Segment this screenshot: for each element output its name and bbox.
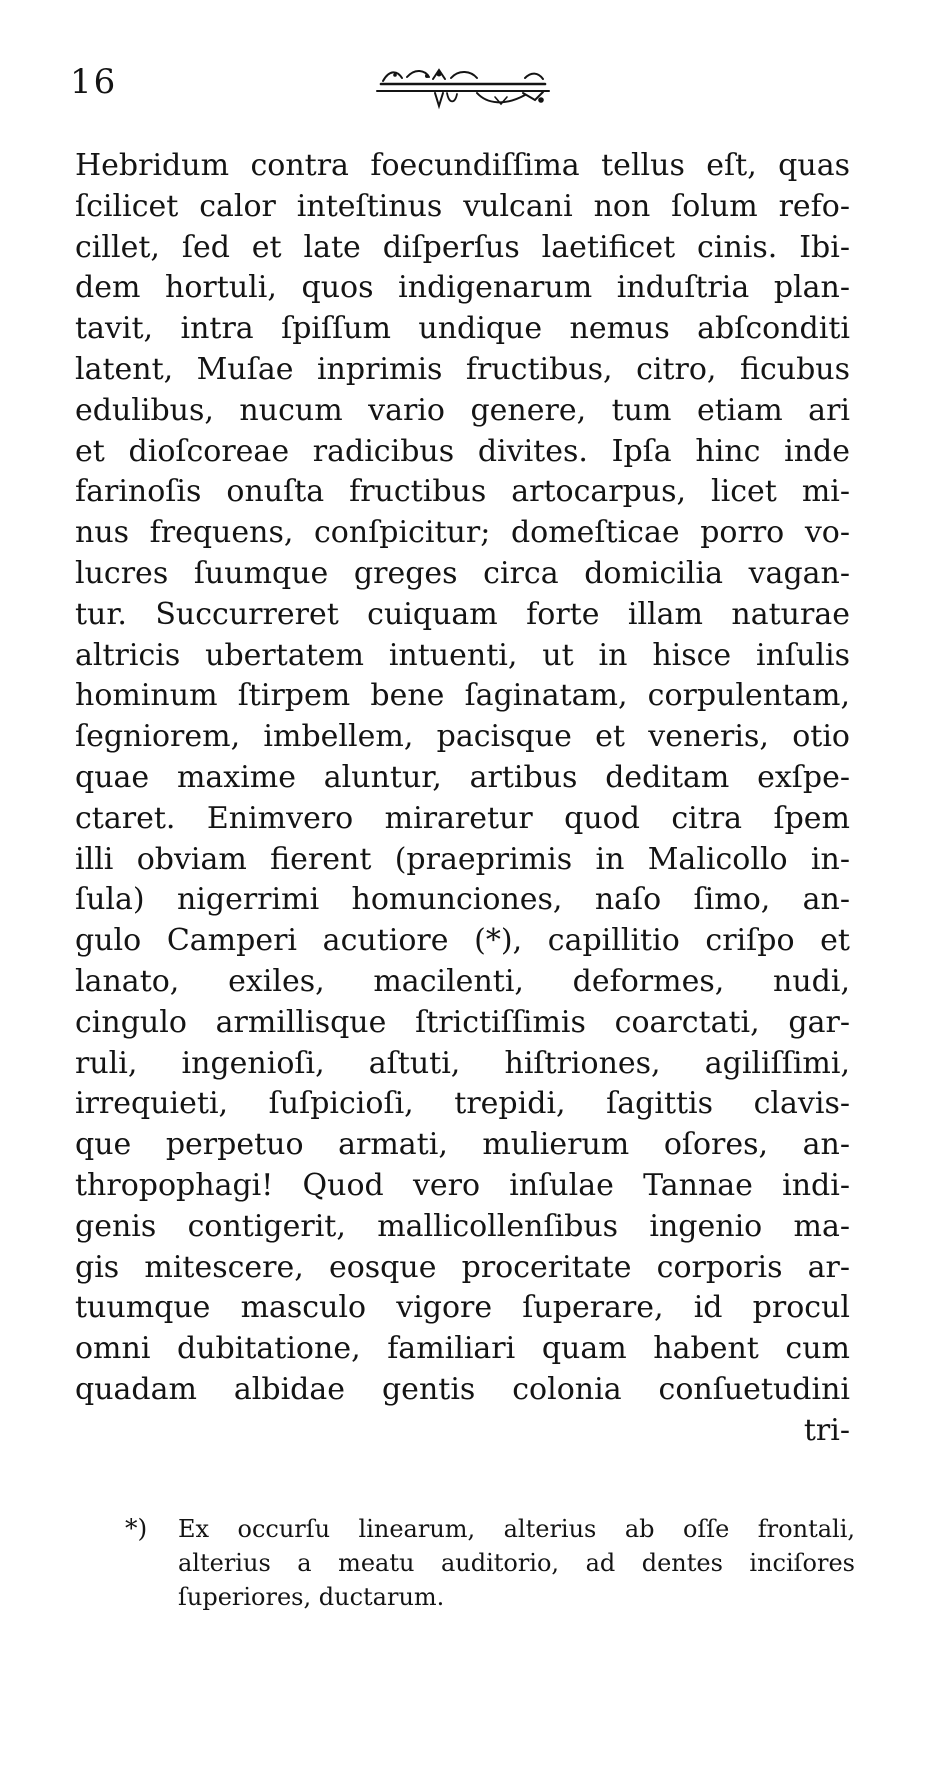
- catchword: tri-: [803, 1412, 850, 1448]
- text-line: genis contigerit, mallicollenſibus ingenio ma-: [75, 1208, 850, 1244]
- text-line: gulo Camperi acutiore (*), capillitio criſpo et: [75, 923, 850, 959]
- body-text: [75, 146, 850, 1452]
- footnote-marker: *): [125, 1514, 148, 1543]
- text-line: tur. Succurreret cuiquam forte illam naturae: [75, 596, 850, 632]
- text-line: cingulo armillisque ſtrictiſſimis coarctati, gar-: [75, 1004, 850, 1040]
- text-line: farinoſis onuſta fructibus artocarpus, licet mi-: [75, 474, 850, 510]
- text-line: ſegniorem, imbellem, pacisque et veneris, otio: [75, 719, 850, 755]
- footnote-line: ſuperiores, ductarum.: [178, 1583, 445, 1611]
- text-line: ruli, ingenioſi, aſtuti, hiſtriones, agiliſſimi,: [75, 1045, 850, 1081]
- text-line: quae maxime aluntur, artibus deditam exſpe-: [75, 759, 850, 795]
- text-line: lucres ſuumque greges circa domicilia vagan-: [75, 555, 850, 591]
- text-line: et dioſcoreae radicibus divites. Ipſa hinc inde: [75, 433, 850, 469]
- text-line: altricis ubertatem intuenti, ut in hisce inſulis: [75, 637, 850, 673]
- text-line: tuumque masculo vigore ſuperare, id procul: [75, 1290, 850, 1326]
- text-line: quadam albidae gentis colonia conſuetudini: [75, 1371, 850, 1407]
- text-line: nus frequens, conſpicitur; domeſticae porro vo-: [75, 515, 850, 551]
- footnote-line: Ex occurſu linearum, alterius ab oſſe frontali,: [178, 1515, 855, 1543]
- text-line: que perpetuo armati, mulierum oſores, an-: [75, 1127, 850, 1163]
- text-line: ſula) nigerrimi homunciones, naſo ſimo, an-: [75, 882, 850, 918]
- text-line: illi obviam fierent (praeprimis in Malicollo in-: [75, 841, 850, 877]
- text-line: latent, Muſae inprimis fructibus, citro, ficubus: [75, 351, 850, 387]
- text-line: tavit, intra ſpiſſum undique nemus abſconditi: [75, 311, 850, 347]
- text-line: lanato, exiles, macilenti, deformes, nudi,: [75, 963, 850, 999]
- text-line: omni dubitatione, familiari quam habent cum: [75, 1331, 850, 1367]
- text-line: Hebridum contra foecundiſſima tellus eſt, quas: [75, 148, 850, 183]
- text-line: ſcilicet calor inteſtinus vulcani non ſolum refo-: [75, 188, 850, 224]
- text-line: gis mitescere, eosque proceritate corporis ar-: [75, 1249, 850, 1285]
- text-line: edulibus, nucum vario genere, tum etiam ari: [75, 392, 850, 428]
- text-line: dem hortuli, quos indigenarum induſtria plan-: [75, 270, 850, 306]
- text-line: ctaret. Enimvero miraretur quod citra ſpem: [75, 800, 850, 836]
- text-line: cillet, ſed et late diſperſus laetificet cinis. Ibi-: [75, 229, 850, 265]
- footnote-line: alterius a meatu auditorio, ad dentes inciſores: [178, 1549, 855, 1577]
- text-line: hominum ſtirpem bene ſaginatam, corpulentam,: [75, 678, 850, 714]
- ornament-icon: [375, 64, 551, 116]
- footnote-text: [178, 1512, 855, 1614]
- text-line: thropophagi! Quod vero inſulae Tannae indi-: [75, 1167, 850, 1203]
- page-number: 16: [70, 62, 118, 102]
- text-line: irrequieti, ſuſpicioſi, trepidi, ſagittis clavis-: [75, 1086, 850, 1122]
